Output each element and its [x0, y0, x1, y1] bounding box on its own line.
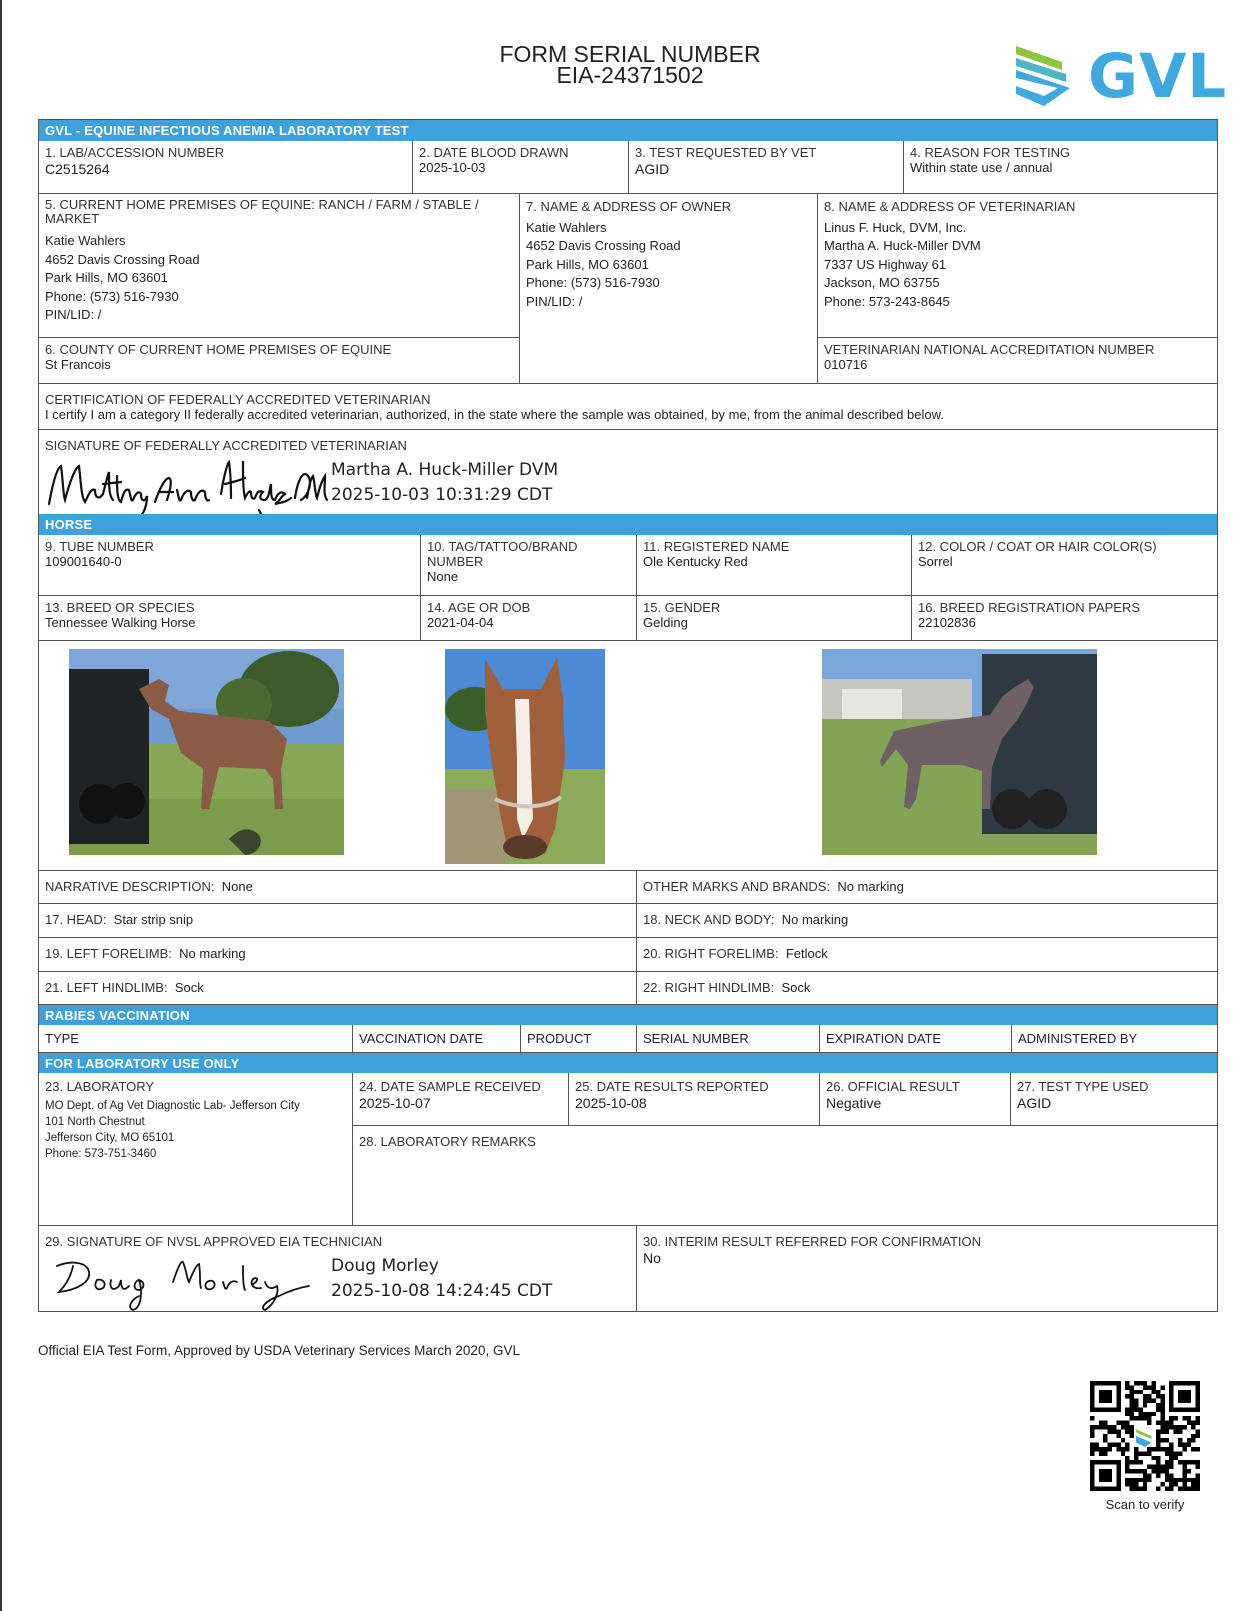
value: No marking: [781, 912, 849, 927]
gvl-logo: [1014, 41, 1228, 112]
owner-line: 4652 Davis Crossing Road: [526, 238, 681, 253]
label: 3. TEST REQUESTED BY VET: [635, 145, 817, 160]
lab-results-row: [353, 1073, 1217, 1125]
horse-photo-right-side: [822, 649, 1097, 855]
label: 18. NECK AND BODY:: [643, 912, 775, 927]
label: VETERINARIAN NATIONAL ACCREDITATION NUMBER: [824, 342, 1155, 357]
label: 4. REASON FOR TESTING: [910, 145, 1071, 160]
value: Ole Kentucky Red: [643, 554, 748, 569]
label: OTHER MARKS AND BRANDS:: [643, 879, 831, 894]
title-bar: GVL - EQUINE INFECTIOUS ANEMIA LABORATORY TEST: [39, 120, 1217, 141]
horse-bar: HORSE: [39, 514, 1217, 535]
label: SIGNATURE OF FEDERALLY ACCREDITED VETERINARIAN: [45, 438, 407, 453]
label: NARRATIVE DESCRIPTION:: [45, 879, 215, 894]
field-breed: [39, 596, 420, 640]
vet-line: Martha A. Huck-Miller DVM: [824, 238, 981, 253]
value: AGID: [635, 161, 670, 177]
premises-line: PIN/LID: /: [45, 307, 102, 322]
field-date-blood-drawn: [412, 141, 628, 193]
row-hindlimbs: [39, 971, 1217, 1004]
value: Star strip snip: [113, 912, 194, 927]
vet-signature-text: [331, 458, 558, 508]
value: 2025-10-07: [359, 1095, 431, 1111]
horse-photo-face: [445, 649, 605, 864]
row-forelimbs: [39, 937, 1217, 971]
label: 28. LABORATORY REMARKS: [359, 1134, 536, 1149]
serial-label: FORM SERIAL NUMBER: [499, 41, 761, 67]
value: Within state use / annual: [910, 160, 1053, 175]
field-reason-testing: [903, 141, 1217, 193]
logo-text: GVL: [1088, 41, 1228, 112]
vet-column: [817, 194, 1217, 383]
value: No: [643, 1250, 661, 1266]
field-laboratory-remarks: [353, 1125, 1217, 1225]
rabies-col-serial-number: SERIAL NUMBER: [636, 1025, 819, 1052]
field-left-forelimb: [39, 938, 636, 971]
premises-line: 4652 Davis Crossing Road: [45, 251, 200, 267]
owner-line: PIN/LID: /: [526, 293, 583, 309]
certification-text: I certify I am a category II federally accredited veterinarian, authorized, in the state where the sample was obtained, by me, from the animal described below.: [45, 407, 944, 422]
lab-right-column: [352, 1073, 1217, 1225]
label: 15. GENDER: [643, 600, 721, 615]
row-certification: [39, 383, 1217, 429]
field-narrative: [39, 871, 636, 903]
field-official-result: [819, 1073, 1010, 1125]
field-breed-registration: [911, 596, 1217, 640]
value: No marking: [179, 946, 246, 961]
field-tube-number: [39, 535, 420, 595]
field-age-dob: [420, 596, 636, 640]
rabies-col-type: TYPE: [45, 1031, 79, 1046]
tech-signature-text: [331, 1254, 552, 1304]
rabies-col-expiration-date: EXPIRATION DATE: [819, 1025, 1011, 1052]
rabies-col-vaccination-date: VACCINATION DATE: [352, 1025, 520, 1052]
value: None: [221, 879, 253, 894]
vet-line: Linus F. Huck, DVM, Inc.: [824, 219, 967, 235]
field-test-requested: [628, 141, 903, 193]
page-edge: [0, 0, 2, 1611]
label: 22. RIGHT HINDLIMB:: [643, 980, 775, 995]
row-horse-1: [39, 535, 1217, 595]
label: 21. LEFT HINDLIMB:: [45, 980, 168, 995]
rabies-bar: RABIES VACCINATION: [39, 1004, 1217, 1025]
value: AGID: [1017, 1095, 1052, 1111]
lab-line: Jefferson City, MO 65101: [45, 1132, 175, 1144]
label: 30. INTERIM RESULT REFERRED FOR CONFIRMATION: [643, 1234, 982, 1249]
label: 20. RIGHT FORELIMB:: [643, 946, 779, 961]
field-accreditation: [818, 337, 1217, 383]
value: St Francois: [45, 357, 111, 372]
field-premises: [39, 194, 519, 337]
label: 11. REGISTERED NAME: [643, 539, 790, 554]
field-county: [39, 337, 519, 383]
vet-line: 7337 US Highway 61: [824, 256, 947, 272]
value: Sock: [174, 980, 204, 995]
value: Sock: [781, 980, 811, 995]
value: 2025-10-03: [419, 160, 486, 175]
label: 2. DATE BLOOD DRAWN: [419, 145, 569, 160]
field-right-hindlimb: [636, 972, 1217, 1004]
label: 13. BREED OR SPECIES: [45, 600, 195, 615]
label: 25. DATE RESULTS REPORTED: [575, 1079, 769, 1094]
vet-signature-timestamp: 2025-10-03 10:31:29 CDT: [331, 485, 553, 505]
value: Gelding: [643, 615, 688, 630]
qr-caption: Scan to verify: [1105, 1497, 1185, 1512]
label: 26. OFFICIAL RESULT: [826, 1079, 960, 1094]
value: None: [427, 569, 459, 584]
owner-line: Park Hills, MO 63601: [526, 256, 649, 272]
row-laboratory: [39, 1073, 1217, 1225]
row-horse-2: [39, 595, 1217, 640]
row-narrative: [39, 870, 1217, 903]
label: 23. LABORATORY: [45, 1079, 155, 1094]
eia-form: [38, 119, 1218, 1312]
field-color: [911, 535, 1217, 595]
field-lab-accession: [39, 141, 412, 193]
lab-line: MO Dept. of Ag Vet Diagnostic Lab- Jefferson City: [45, 1100, 300, 1112]
row-accession: [39, 141, 1217, 193]
rabies-col-product: PRODUCT: [520, 1025, 636, 1052]
field-other-marks: [636, 871, 1217, 903]
premises-line: Katie Wahlers: [45, 233, 126, 248]
field-date-results-reported: [568, 1073, 819, 1125]
label: 16. BREED REGISTRATION PAPERS: [918, 600, 1141, 615]
owner-line: Katie Wahlers: [526, 219, 607, 235]
label: 7. NAME & ADDRESS OF OWNER: [526, 199, 732, 214]
value: 2021-04-04: [427, 615, 494, 630]
field-interim-result: [636, 1226, 1217, 1311]
label: 5. CURRENT HOME PREMISES OF EQUINE: RANCH / FARM / STABLE / MARKET: [45, 197, 479, 226]
label: 6. COUNTY OF CURRENT HOME PREMISES OF EQUINE: [45, 342, 392, 357]
field-neck-body: [636, 904, 1217, 937]
field-right-forelimb: [636, 938, 1217, 971]
row-vet-signature: [39, 429, 1217, 514]
field-technician-signature: [39, 1226, 636, 1311]
label: 19. LEFT FORELIMB:: [45, 946, 172, 961]
label: 12. COLOR / COAT OR HAIR COLOR(S): [918, 539, 1157, 554]
value: Sorrel: [918, 554, 953, 569]
label: 10. TAG/TATTOO/BRAND NUMBER: [427, 539, 578, 569]
field-date-sample-received: [353, 1073, 568, 1125]
row-addresses: [39, 193, 1217, 383]
tech-signature-timestamp: 2025-10-08 14:24:45 CDT: [331, 1281, 553, 1301]
value: Fetlock: [785, 946, 828, 961]
value: C2515264: [45, 161, 110, 177]
vet-line: Phone: 573-243-8645: [824, 293, 950, 309]
label: 17. HEAD:: [45, 912, 107, 927]
qr-code[interactable]: [1090, 1381, 1200, 1491]
field-veterinarian: [818, 194, 1217, 337]
vet-handwritten-signature: [45, 454, 330, 514]
row-head-neck: [39, 903, 1217, 937]
lab-bar: FOR LABORATORY USE ONLY: [39, 1052, 1217, 1073]
row-technician: [39, 1225, 1217, 1311]
field-registered-name: [636, 535, 911, 595]
label: 14. AGE OR DOB: [427, 600, 531, 615]
lab-line: Phone: 573-751-3460: [45, 1148, 157, 1160]
label: 27. TEST TYPE USED: [1017, 1079, 1149, 1094]
premises-column: [39, 194, 519, 383]
field-head: [39, 904, 636, 937]
value: No marking: [837, 879, 904, 894]
logo-chevron-icon: [1014, 44, 1084, 110]
premises-line: Park Hills, MO 63601: [45, 270, 168, 285]
label: 29. SIGNATURE OF NVSL APPROVED EIA TECHNICIAN: [45, 1234, 383, 1249]
value: 109001640-0: [45, 554, 122, 569]
field-tag-tattoo-brand: [420, 535, 636, 595]
rabies-col-administered-by: ADMINISTERED BY: [1011, 1025, 1217, 1052]
value: 22102836: [918, 615, 976, 630]
label: 1. LAB/ACCESSION NUMBER: [45, 145, 225, 160]
field-laboratory: [39, 1073, 352, 1225]
label: 9. TUBE NUMBER: [45, 539, 154, 554]
footer-note: Official EIA Test Form, Approved by USDA Veterinary Services March 2020, GVL: [38, 1343, 520, 1358]
value: Tennessee Walking Horse: [45, 615, 196, 630]
lab-line: 101 North Chestnut: [45, 1116, 145, 1128]
value: Negative: [826, 1095, 882, 1111]
field-owner: [519, 194, 817, 383]
row-rabies-headers: [39, 1025, 1217, 1052]
row-horse-photos: [39, 640, 1217, 870]
vet-signature-name: Martha A. Huck-Miller DVM: [331, 460, 559, 480]
field-test-type: [1010, 1073, 1217, 1125]
form-serial-header: [480, 41, 780, 88]
label: 8. NAME & ADDRESS OF VETERINARIAN: [824, 199, 1076, 214]
label: 24. DATE SAMPLE RECEIVED: [359, 1079, 541, 1094]
label: CERTIFICATION OF FEDERALLY ACCREDITED VETERINARIAN: [45, 392, 431, 407]
serial-number: EIA-24371502: [556, 62, 704, 88]
field-vet-signature: [39, 430, 1217, 514]
premises-line: Phone: (573) 516-7930: [45, 288, 179, 304]
horse-photo-left-side: [69, 649, 344, 855]
field-certification: [39, 384, 1217, 429]
vet-line: Jackson, MO 63755: [824, 275, 940, 290]
field-left-hindlimb: [39, 972, 636, 1004]
value: 2025-10-08: [575, 1095, 647, 1111]
tech-signature-name: Doug Morley: [331, 1256, 439, 1276]
tech-handwritten-signature: [47, 1252, 317, 1311]
owner-line: Phone: (573) 516-7930: [526, 275, 660, 290]
field-gender: [636, 596, 911, 640]
value: 010716: [824, 357, 868, 372]
